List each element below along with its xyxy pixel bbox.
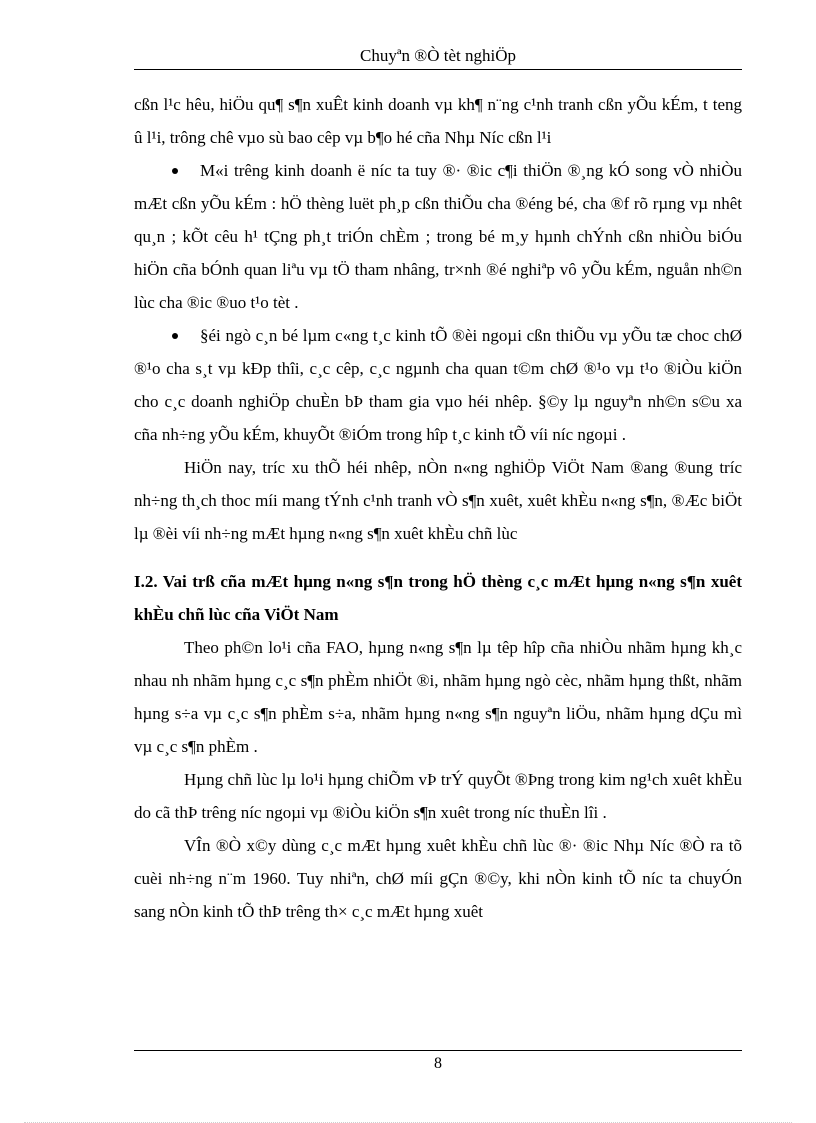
bullet-paragraph-business-environment bbox=[134, 154, 742, 319]
bullet-icon bbox=[172, 168, 178, 174]
bullet-text: M«i trêng kinh doanh ë níc ta tuy ®· ®ic c¶i thiÖn ®¸ng kÓ song vÒ nhiÒu mÆt cßn yÕu kÉm : hÖ thèng luët ph¸p cßn thiÕu cha ®éng bé, cha ®f rõ rµng vµ nhêt qu¸n ; kÕt cêu h¹ tÇng ph¸t triÓn chÈm ; trong bé m¸y hµnh chÝnh cßn nhiÒu biÓu hiÖn cña bÓnh quan liªu vµ tÖ tham nhâng, tr×nh ®é nghiªp vô yÕu kÉm, nguån nh©n lùc cha ®ic ®uo t¹o tèt . bbox=[134, 161, 742, 312]
paragraph-current-situation: HiÖn nay, tríc xu thÕ héi nhêp, nÒn n«ng nghiÖp ViÖt Nam ®ang ®ung tríc nh÷ng th¸ch thoc míi mang tÝnh c¹nh tranh vÒ s¶n xuêt, xuêt khÈu n«ng s¶n, ®Æc biÖt lµ ®èi víi nh÷ng mÆt hµng n«ng s¶n xuêt khÈu chñ lùc bbox=[134, 458, 742, 543]
bullet-paragraph-staff bbox=[134, 319, 742, 451]
header-divider bbox=[134, 69, 742, 70]
bullet-icon bbox=[172, 333, 178, 339]
paragraph-history: VÎn ®Ò x©y dùng c¸c mÆt hµng xuêt khÈu chñ lùc ®· ®ic Nhµ Níc ®Ò ra tõ cuèi nh÷ng n¨m 1960. Tuy nhiªn, chØ míi gÇn ®©y, khi nÒn kinh tÕ níc ta chuyÓn sang nÒn kinh tÕ thÞ trêng th× c¸c mÆt hµng xuêt bbox=[134, 836, 742, 921]
paragraph-continuation: cßn l¹c hêu, hiÖu qu¶ s¶n xuÊt kinh doanh vµ kh¶ n¨ng c¹nh tranh cßn yÕu kÉm, t teng û l¹i, trông chê vµo sù bao cêp vµ b¶o hé cña Nhµ Níc cßn l¹i bbox=[134, 95, 742, 147]
section-heading: I.2. Vai trß cña mÆt hµng n«ng s¶n trong hÖ thèng c¸c mÆt hµng n«ng s¶n xuêt khÈu chñ lùc cña ViÖt Nam bbox=[134, 572, 742, 624]
page-number: 8 bbox=[434, 1055, 442, 1072]
bullet-text: §éi ngò c¸n bé lµm c«ng t¸c kinh tÕ ®èi ngoµi cßn thiÕu vµ yÕu tæ choc chØ ®¹o cha s¸t vµ kÐp thîi, c¸c cêp, c¸c ngµnh cha quan t©m chØ ®¹o vµ t¹o ®iÒu kiÖn cho c¸c doanh nghiÖp chuÈn bÞ tham gia vµo héi nhêp. §©y lµ nguyªn nh©n s©u xa cña nh÷ng yÕu kÉm, khuyÕt ®iÓm trong hîp t¸c kinh tÕ víi níc ngoµi . bbox=[134, 326, 742, 444]
footer-divider bbox=[134, 1050, 742, 1051]
page-header-title: Chuyªn ®Ò tèt nghiÖp bbox=[360, 46, 516, 65]
paragraph-key-goods: Hµng chñ lùc lµ lo¹i hµng chiÕm vÞ trÝ quyÕt ®Þng trong kim ng¹ch xuêt khÈu do cã thÞ trêng níc ngoµi vµ ®iÒu kiÖn s¶n xuêt trong níc thuÈn lîi . bbox=[134, 770, 742, 822]
document-body bbox=[134, 88, 742, 928]
paragraph-fao-classification: Theo ph©n lo¹i cña FAO, hµng n«ng s¶n lµ têp hîp cña nhiÒu nhãm hµng kh¸c nhau nh nhãm hµng c¸c s¶n phÈm nhiÖt ®i, nhãm hµng ngò cèc, nhãm hµng thßt, nhãm hµng s÷a vµ c¸c s¶n phÈm s÷a, nhãm hµng n«ng s¶n nguyªn liÖu, nhãm hµng dÇu mì vµ c¸c s¶n phÈm . bbox=[134, 638, 742, 756]
